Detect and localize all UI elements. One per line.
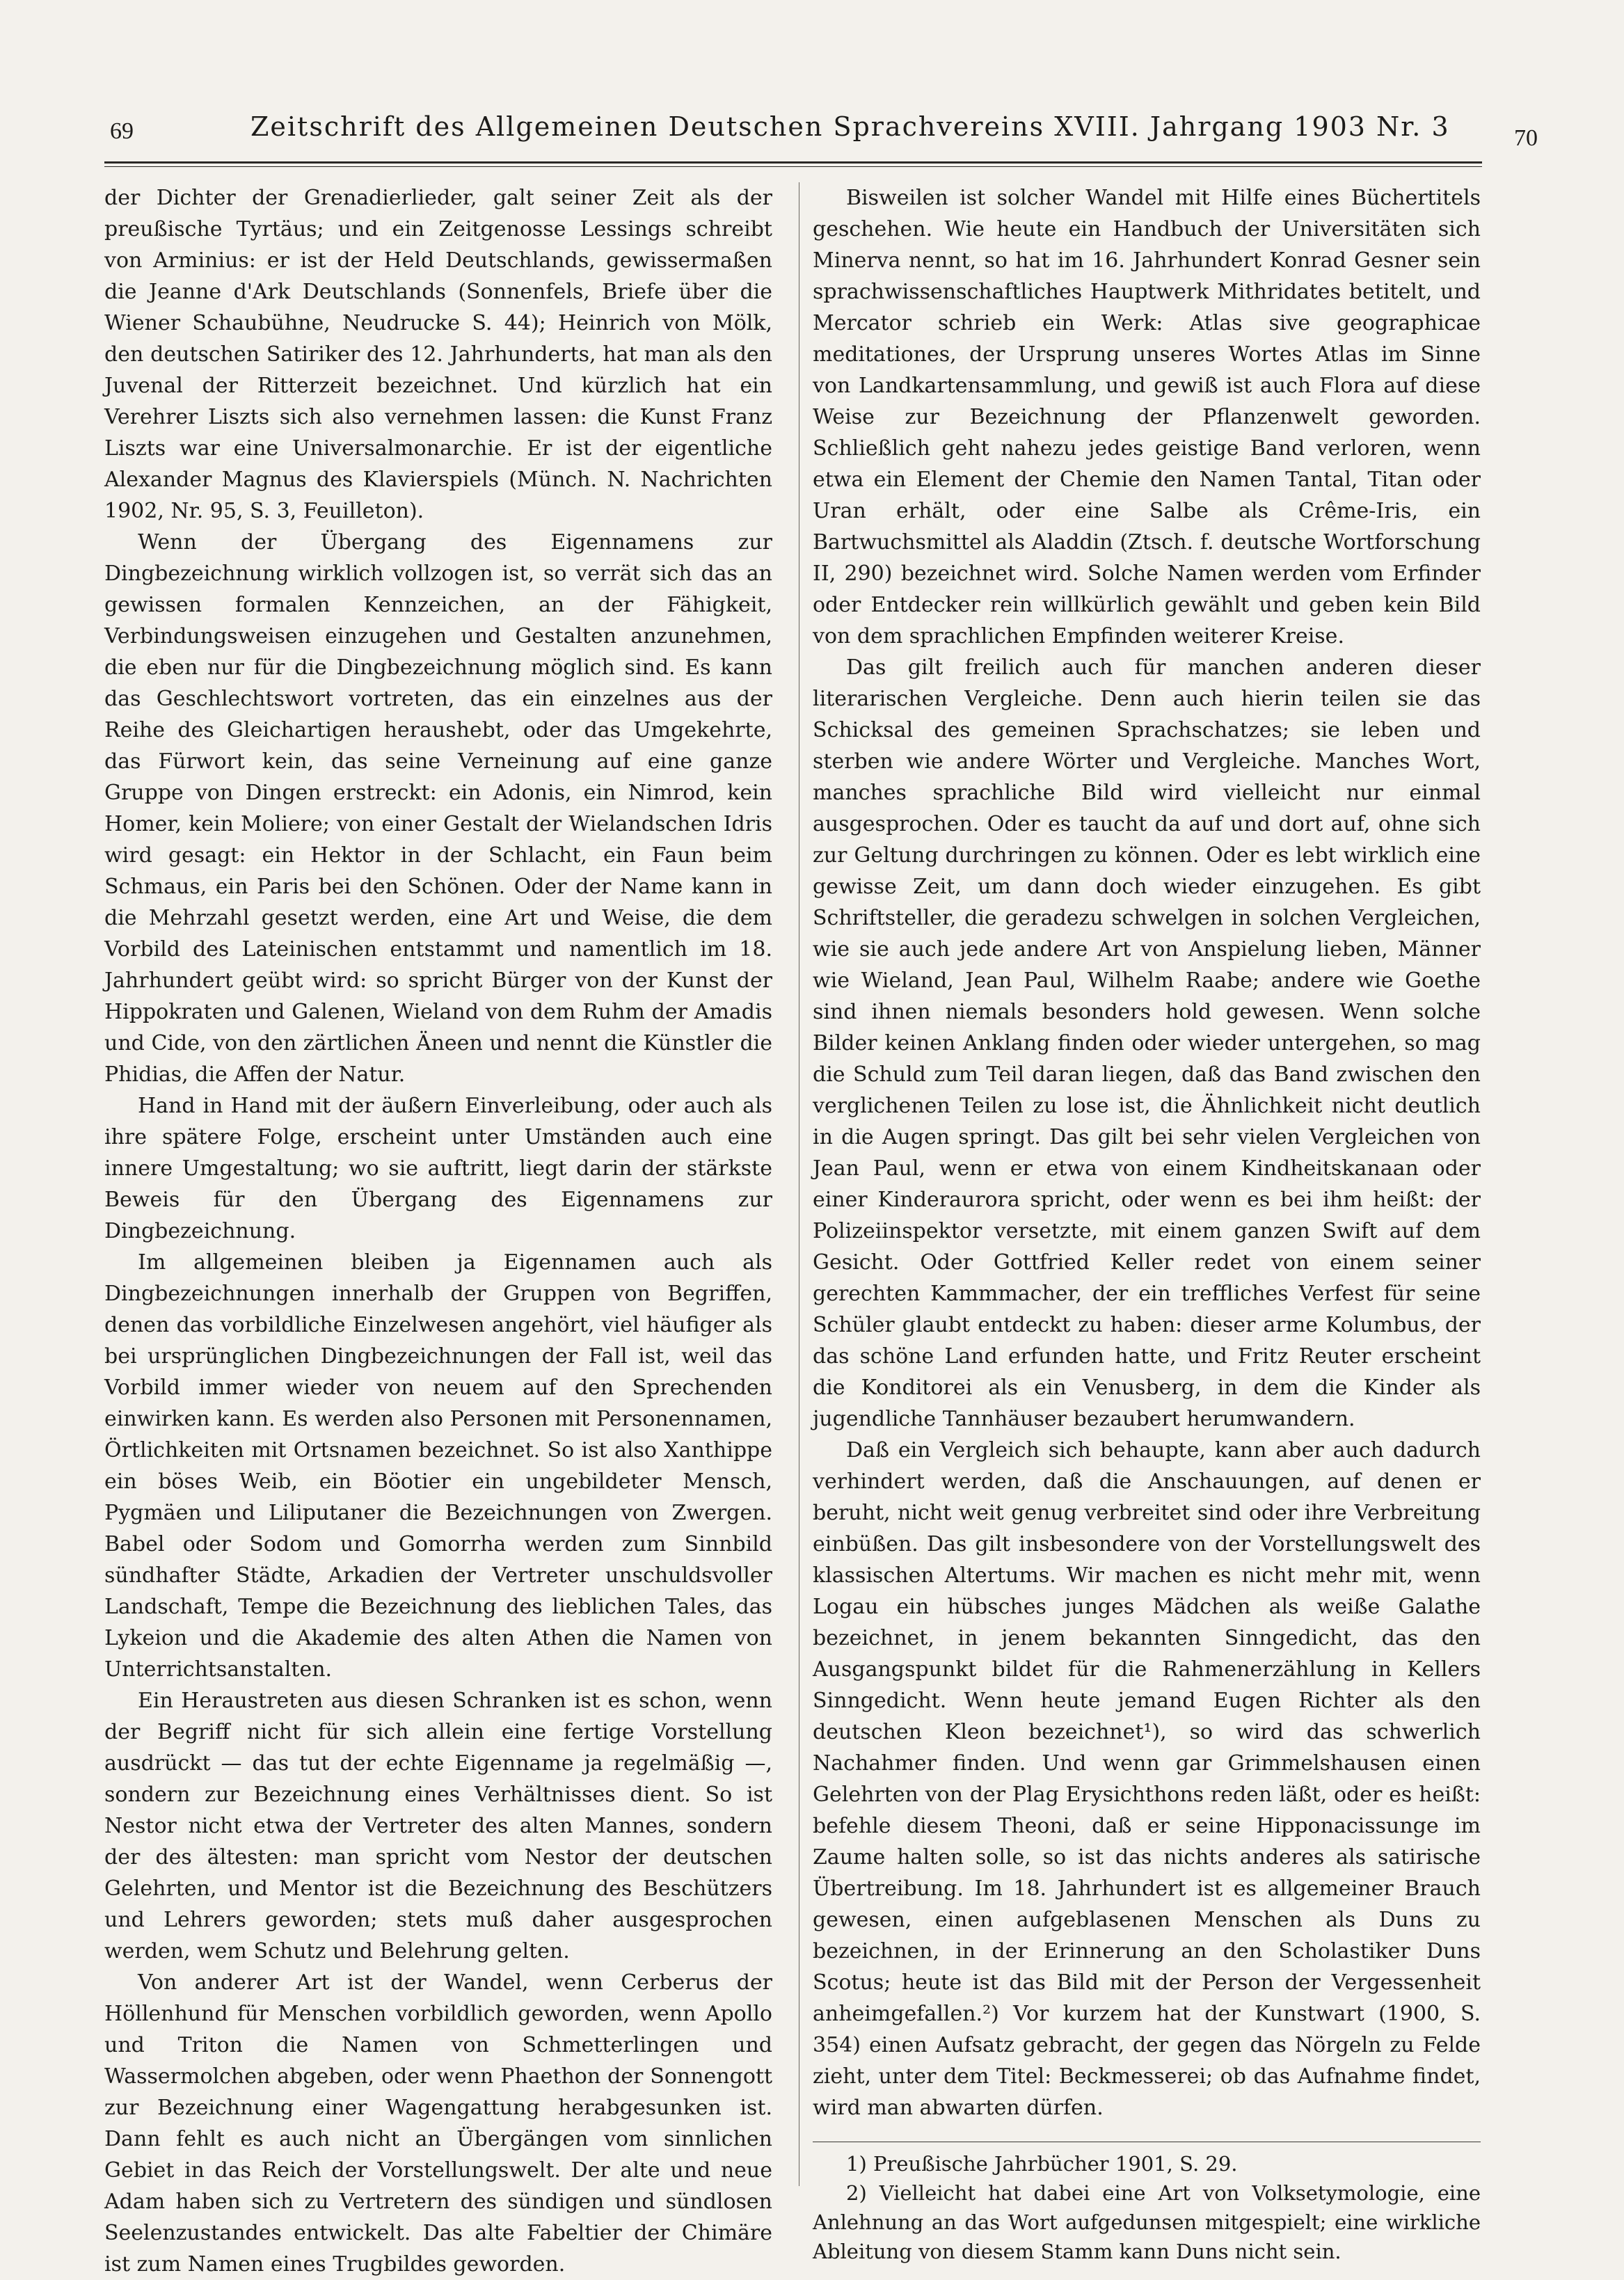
footnotes	[813, 2142, 1481, 2266]
paragraph: Ein Heraustreten aus diesen Schranken ist es schon, wenn der Begriff nicht für sich allein eine fertige Vorstellung ausdrückt — das tut der echte Eigenname ja regelmäßig —, sondern zur Bezeichnung eines Verhältnisses dient. So ist Nestor nicht etwa der Vertreter des alten Mannes, sondern der des ältesten: man spricht vom Nestor der deutschen Gelehrten, und Mentor ist die Bezeichnung des Beschützers und Lehrers geworden; stets muß daher ausgesprochen werden, wem Schutz und Belehrung gelten.	[104, 1689, 772, 1963]
paragraph: Daß ein Vergleich sich behaupte, kann aber auch dadurch verhindert werden, daß die Anschauungen, auf denen er beruht, nicht weit genug verbreitet sind oder ihre Verbreitung einbüßen. Das gilt insbesondere von der Vorstellungswelt des klassischen Altertums. Wir machen es nicht mehr mit, wenn Logau ein hübsches junges Mädchen als weiße Galathe bezeichnet, in jenem bekannten Sinngedicht, das den Ausgangspunkt bildet für die Rahmenerzählung in Kellers Sinngedicht. Wenn heute jemand Eugen Richter als den deutschen Kleon bezeichnet¹), so wird das schwerlich Nachahmer finden. Und wenn gar Grimmelshausen einen Gelehrten von der Plag Erysichthons reden läßt, oder es heißt: befehle diesem Theoni, daß er seine Hipponacissunge im Zaume halten solle, so ist das nichts anderes als satirische Übertreibung. Im 18. Jahrhundert ist es allgemeiner Brauch gewesen, einen aufgeblasenen Menschen als Duns zu bezeichnen, in der Erinnerung an den Scholastiker Duns Scotus; heute ist das Bild mit der Person der Vergessenheit anheimgefallen.²) Vor kurzem hat der Kunstwart (1900, S. 354) einen Aufsatz gebracht, der gegen das Nörgeln zu Felde zieht, unter dem Titel: Beckmesserei; ob das Aufnahme findet, wird man abwarten dürfen.	[813, 1438, 1481, 2120]
paragraph: Wenn der Übergang des Eigennamens zur Dingbezeichnung wirklich vollzogen ist, so verrät sich das an gewissen formalen Kennzeichen, an der Fähigkeit, Verbindungsweisen einzugehen und Gestalten anzunehmen, die eben nur für die Dingbezeichnung möglich sind. Es kann das Geschlechtswort vortreten, das ein einzelnes aus der Reihe des Gleichartigen heraushebt, oder das Umgekehrte, das Fürwort kein, das seine Verneinung auf eine ganze Gruppe von Dingen erstreckt: ein Adonis, ein Nimrod, kein Homer, kein Moliere; von einer Gestalt der Wielandschen Idris wird gesagt: ein Hektor in der Schlacht, ein Faun beim Schmaus, ein Paris bei den Schönen. Oder der Name kann in die Mehrzahl gesetzt werden, eine Art und Weise, die dem Vorbild des Lateinischen entstammt und namentlich im 18. Jahrhundert geübt wird: so spricht Bürger von der Kunst der Hippokraten und Galenen, Wieland von dem Ruhm der Amadis und Cide, von den zärtlichen Äneen und nennt die Künstler die Phidias, die Affen der Natur.	[104, 530, 772, 1087]
page-header	[104, 104, 1538, 153]
paragraph: Hand in Hand mit der äußern Einverleibung, oder auch als ihre spätere Folge, erscheint unter Umständen auch eine innere Umgestaltung; wo sie auftritt, liegt darin der stärkste Beweis für den Übergang des Eigennamens zur Dingbezeichnung.	[104, 1094, 772, 1243]
page-number-right: 70	[1514, 125, 1538, 151]
paragraph: Von anderer Art ist der Wandel, wenn Cerberus der Höllenhund für Menschen vorbildlich geworden, wenn Apollo und Triton die Namen von Schmetterlingen und Wassermolchen abgeben, oder wenn Phaethon der Sonnengott zur Bezeichnung einer Wagengattung herabgesunken ist. Dann fehlt es auch nicht an Übergängen vom sinnlichen Gebiet in das Reich der Vorstellungswelt. Der alte und neue Adam haben sich zu Vertretern des sündigen und sündlosen Seelenzustandes entwickelt. Das alte Fabeltier der Chimäre ist zum Namen eines Trugbildes geworden.	[104, 1970, 772, 2277]
page-number-left: 69	[110, 118, 134, 144]
header-rule	[104, 161, 1482, 164]
footnote: 2) Vielleicht hat dabei eine Art von Volksetymologie, eine Anlehnung an das Wort aufgedunsen mitgespielt; eine wirkliche Ableitung von diesem Stamm kann Duns nicht sein.	[813, 2181, 1481, 2263]
paragraph: der Dichter der Grenadierlieder, galt seiner Zeit als der preußische Tyrtäus; und ein Zeitgenosse Lessings schreibt von Arminius: er ist der Held Deutschlands, gewissermaßen die Jeanne d'Ark Deutschlands (Sonnenfels, Briefe über die Wiener Schaubühne, Neudrucke S. 44); Heinrich von Mölk, den deutschen Satiriker des 12. Jahrhunderts, hat man als den Juvenal der Ritterzeit bezeichnet. Und kürzlich hat ein Verehrer Liszts sich also vernehmen lassen: die Kunst Franz Liszts war eine Universalmonarchie. Er ist der eigentliche Alexander Magnus des Klavierspiels (Münch. N. Nachrichten 1902, Nr. 95, S. 3, Feuilleton).	[104, 186, 772, 523]
left-column	[104, 182, 772, 2280]
journal-title: Zeitschrift des Allgemeinen Deutschen Sprachvereins XVIII. Jahrgang 1903 Nr. 3	[250, 111, 1450, 142]
footnote: 1) Preußische Jahrbücher 1901, S. 29.	[846, 2152, 1238, 2176]
paragraph: Das gilt freilich auch für manchen anderen dieser literarischen Vergleiche. Denn auch hierin teilen sie das Schicksal des gemeinen Sprachschatzes; sie leben und sterben wie andere Wörter und Vergleiche. Manches Wort, manches sprachliche Bild wird vielleicht nur einmal ausgesprochen. Oder es taucht da auf und dort auf, ohne sich zur Geltung durchringen zu können. Oder es lebt wirklich eine gewisse Zeit, um dann doch wieder einzugehen. Es gibt Schriftsteller, die geradezu schwelgen in solchen Vergleichen, wie sie auch jede andere Art von Anspielung lieben, Männer wie Wieland, Jean Paul, Wilhelm Raabe; andere wie Goethe sind ihnen niemals besonders hold gewesen. Wenn solche Bilder keinen Anklang finden oder wieder untergehen, so mag die Schuld zum Teil daran liegen, daß das Band zwischen den verglichenen Teilen zu lose ist, die Ähnlichkeit nicht deutlich in die Augen springt. Das gilt bei sehr vielen Vergleichen von Jean Paul, wenn er etwa von einem Kindheitskanaan oder einer Kinderaurora spricht, oder wenn es bei ihm heißt: der Polizeiinspektor versetzte, mit einem ganzen Swift auf dem Gesicht. Oder Gottfried Keller redet von einem seiner gerechten Kammmacher, der ein treffliches Verfest für seine Schüler glaubt entdeckt zu haben: dieser arme Kolumbus, der das schöne Land erfunden hatte, und Fritz Reuter erscheint die Konditorei als ein Venusberg, in dem die Kinder als jugendliche Tannhäuser bezaubert herumwandern.	[813, 655, 1481, 1431]
paragraph: Im allgemeinen bleiben ja Eigennamen auch als Dingbezeichnungen innerhalb der Gruppen von Begriffen, denen das vorbildliche Einzelwesen angehört, viel häufiger als bei ursprünglichen Dingbezeichnungen der Fall ist, weil das Vorbild immer wieder von neuem auf den Sprechenden einwirken kann. Es werden also Personen mit Personennamen, Örtlichkeiten mit Ortsnamen bezeichnet. So ist also Xanthippe ein böses Weib, ein Böotier ein ungebildeter Mensch, Pygmäen und Liliputaner die Bezeichnungen von Zwergen. Babel oder Sodom und Gomorrha werden zum Sinnbild sündhafter Städte, Arkadien der Vertreter unschuldsvoller Landschaft, Tempe die Bezeichnung des lieblichen Tales, das Lykeion und die Akademie des alten Athen die Namen von Unterrichtsanstalten.	[104, 1250, 772, 1682]
right-column	[813, 182, 1481, 2266]
header-rule-thin	[104, 166, 1482, 167]
paragraph: Bisweilen ist solcher Wandel mit Hilfe eines Büchertitels geschehen. Wie heute ein Handbuch der Universitäten sich Minerva nennt, so hat im 16. Jahrhundert Konrad Gesner sein sprachwissenschaftliches Hauptwerk Mithridates betitelt, und Mercator schrieb ein Werk: Atlas sive geographicae meditationes, der Ursprung unseres Wortes Atlas im Sinne von Landkartensammlung, und gewiß ist auch Flora auf diese Weise zur Bezeichnung der Pflanzenwelt geworden. Schließlich geht nahezu jedes geistige Band verloren, wenn etwa ein Element der Chemie den Namen Tantal, Titan oder Uran erhält, oder eine Salbe als Crême-Iris, ein Bartwuchsmittel als Aladdin (Ztsch. f. deutsche Wortforschung II, 290) bezeichnet wird. Solche Namen werden vom Erfinder oder Entdecker rein willkürlich gewählt und geben kein Bild von dem sprachlichen Empfinden weiterer Kreise.	[813, 186, 1481, 648]
